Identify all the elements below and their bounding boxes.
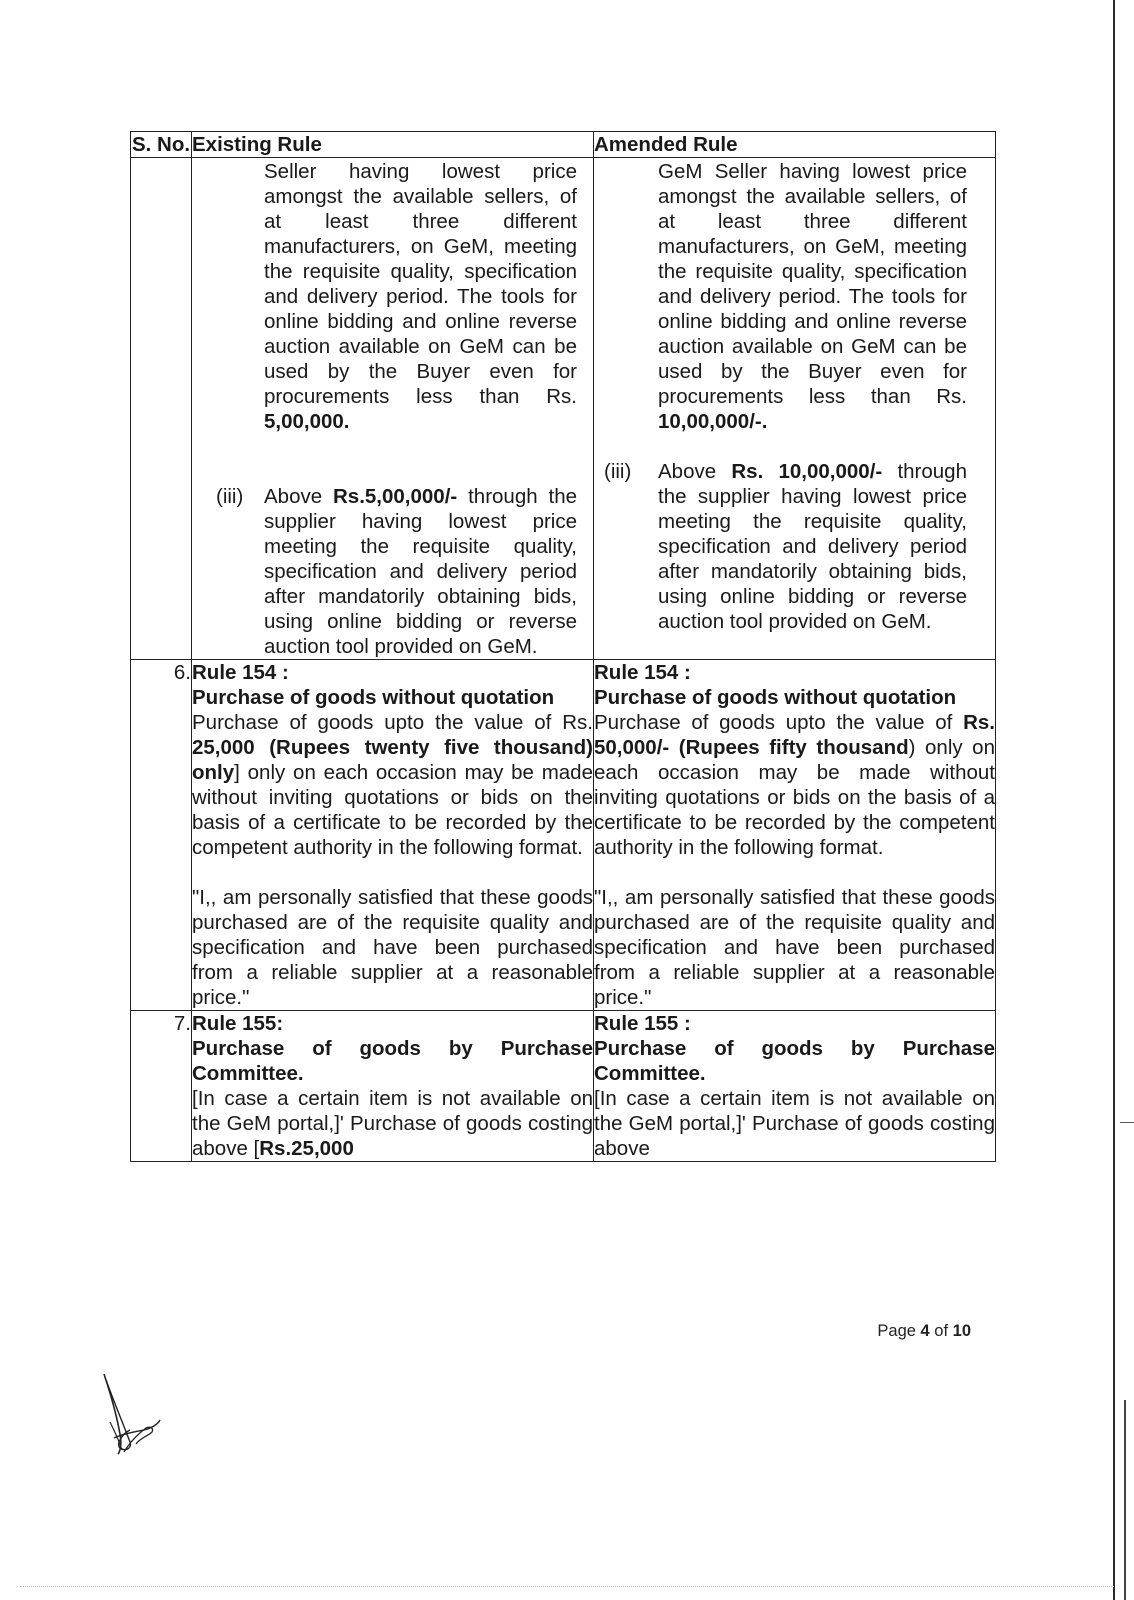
existing-rule-154-title: Purchase of goods without quotation (192, 686, 555, 709)
header-amended-rule: Amended Rule (594, 132, 996, 158)
scan-page-edge (1113, 0, 1115, 1600)
cell-sno-empty (131, 158, 192, 660)
amended-rule-155-title: Purchase of goods by Purchase Committee. (594, 1037, 995, 1085)
cell-amended-continued (594, 158, 996, 660)
handwritten-initials-signature (100, 1372, 162, 1456)
table-header-row (131, 132, 996, 158)
existing-rule-155-number: Rule 155: (192, 1012, 284, 1035)
table-row-6 (131, 660, 996, 1011)
existing-rule-155-para: [In case a certain item is not available on the GeM portal,]' Purchase of goods costing above [Rs.25,000 (192, 1087, 593, 1160)
cell-existing-rule-155 (192, 1011, 594, 1162)
existing-para-iii: (iii) Above Rs.5,00,000/- through the supplier having lowest price meeting the requisite quality, specification and delivery period after mandatorily obtaining bids, using online bidding or reverse auction tool provided on GeM. (216, 485, 577, 658)
amended-para-iii: (iii) Above Rs. 10,00,000/- through the supplier having lowest price meeting the requisite quality, specification and delivery period after mandatorily obtaining bids, using online bidding or reverse auction tool provided on GeM. (604, 460, 967, 633)
existing-rule-155-title: Purchase of goods by Purchase Committee. (192, 1037, 593, 1085)
amended-rule-154-number: Rule 154 : (594, 661, 691, 684)
page-number-footer: Page 4 of 10 (877, 1322, 971, 1340)
table-row-continued (131, 158, 996, 660)
header-sno: S. No. (131, 133, 191, 156)
amended-rule-155-para: [In case a certain item is not available on the GeM portal,]' Purchase of goods costing above (594, 1087, 995, 1160)
cell-sno-7: 7. (131, 1011, 192, 1162)
cell-amended-rule-155 (594, 1011, 996, 1162)
existing-rule-154-number: Rule 154 : (192, 661, 289, 684)
rules-comparison-table (130, 131, 996, 1162)
existing-para-ii: Seller having lowest price amongst the available sellers, of at least three different manufacturers, on GeM, meeting the requisite quality, specification and delivery period. The tools for online bidding and online reverse auction available on GeM can be used by the Buyer even for procurements less than Rs. 5,00,000. (264, 160, 577, 433)
amended-para-ii: GeM Seller having lowest price amongst the available sellers, of at least three different manufacturers, on GeM, meeting the requisite quality, specification and delivery period. The tools for online bidding and online reverse auction available on GeM can be used by the Buyer even for procurements less than Rs. 10,00,000/-. (658, 160, 967, 433)
existing-rule-154-certificate: "I,, am personally satisfied that these goods purchased are of the requisite quality and specification and have been purchased from a reliable supplier at a reasonable price." (192, 886, 593, 1009)
table-row-7 (131, 1011, 996, 1162)
amended-rule-154-para: Purchase of goods upto the value of Rs. 50,000/- (Rupees fifty thousand) only on each occasion may be made without inviting quotations or bids on the basis of a certificate to be recorded by the competent authority in the following format. (594, 711, 995, 859)
cell-amended-rule-154 (594, 660, 996, 1011)
existing-rule-154-para: Purchase of goods upto the value of Rs. 25,000 (Rupees twenty five thousand) only] only on each occasion may be made without inviting quotations or bids on the basis of a certificate to be recorded by the competent authority in the following format. (192, 711, 593, 859)
amended-rule-154-certificate: "I,, am personally satisfied that these goods purchased are of the requisite quality and specification and have been purchased from a reliable supplier at a reasonable price." (594, 886, 995, 1009)
cell-sno-6: 6. (131, 660, 192, 1011)
cell-existing-rule-154 (192, 660, 594, 1011)
scan-edge-tick (1120, 1122, 1134, 1123)
amended-rule-155-number: Rule 155 : (594, 1012, 691, 1035)
cell-existing-continued (192, 158, 594, 660)
scan-bottom-speckle (20, 1586, 1114, 1587)
scan-page-edge-lower (1124, 1400, 1126, 1600)
amended-rule-154-title: Purchase of goods without quotation (594, 686, 957, 709)
header-existing-rule: Existing Rule (192, 132, 594, 158)
